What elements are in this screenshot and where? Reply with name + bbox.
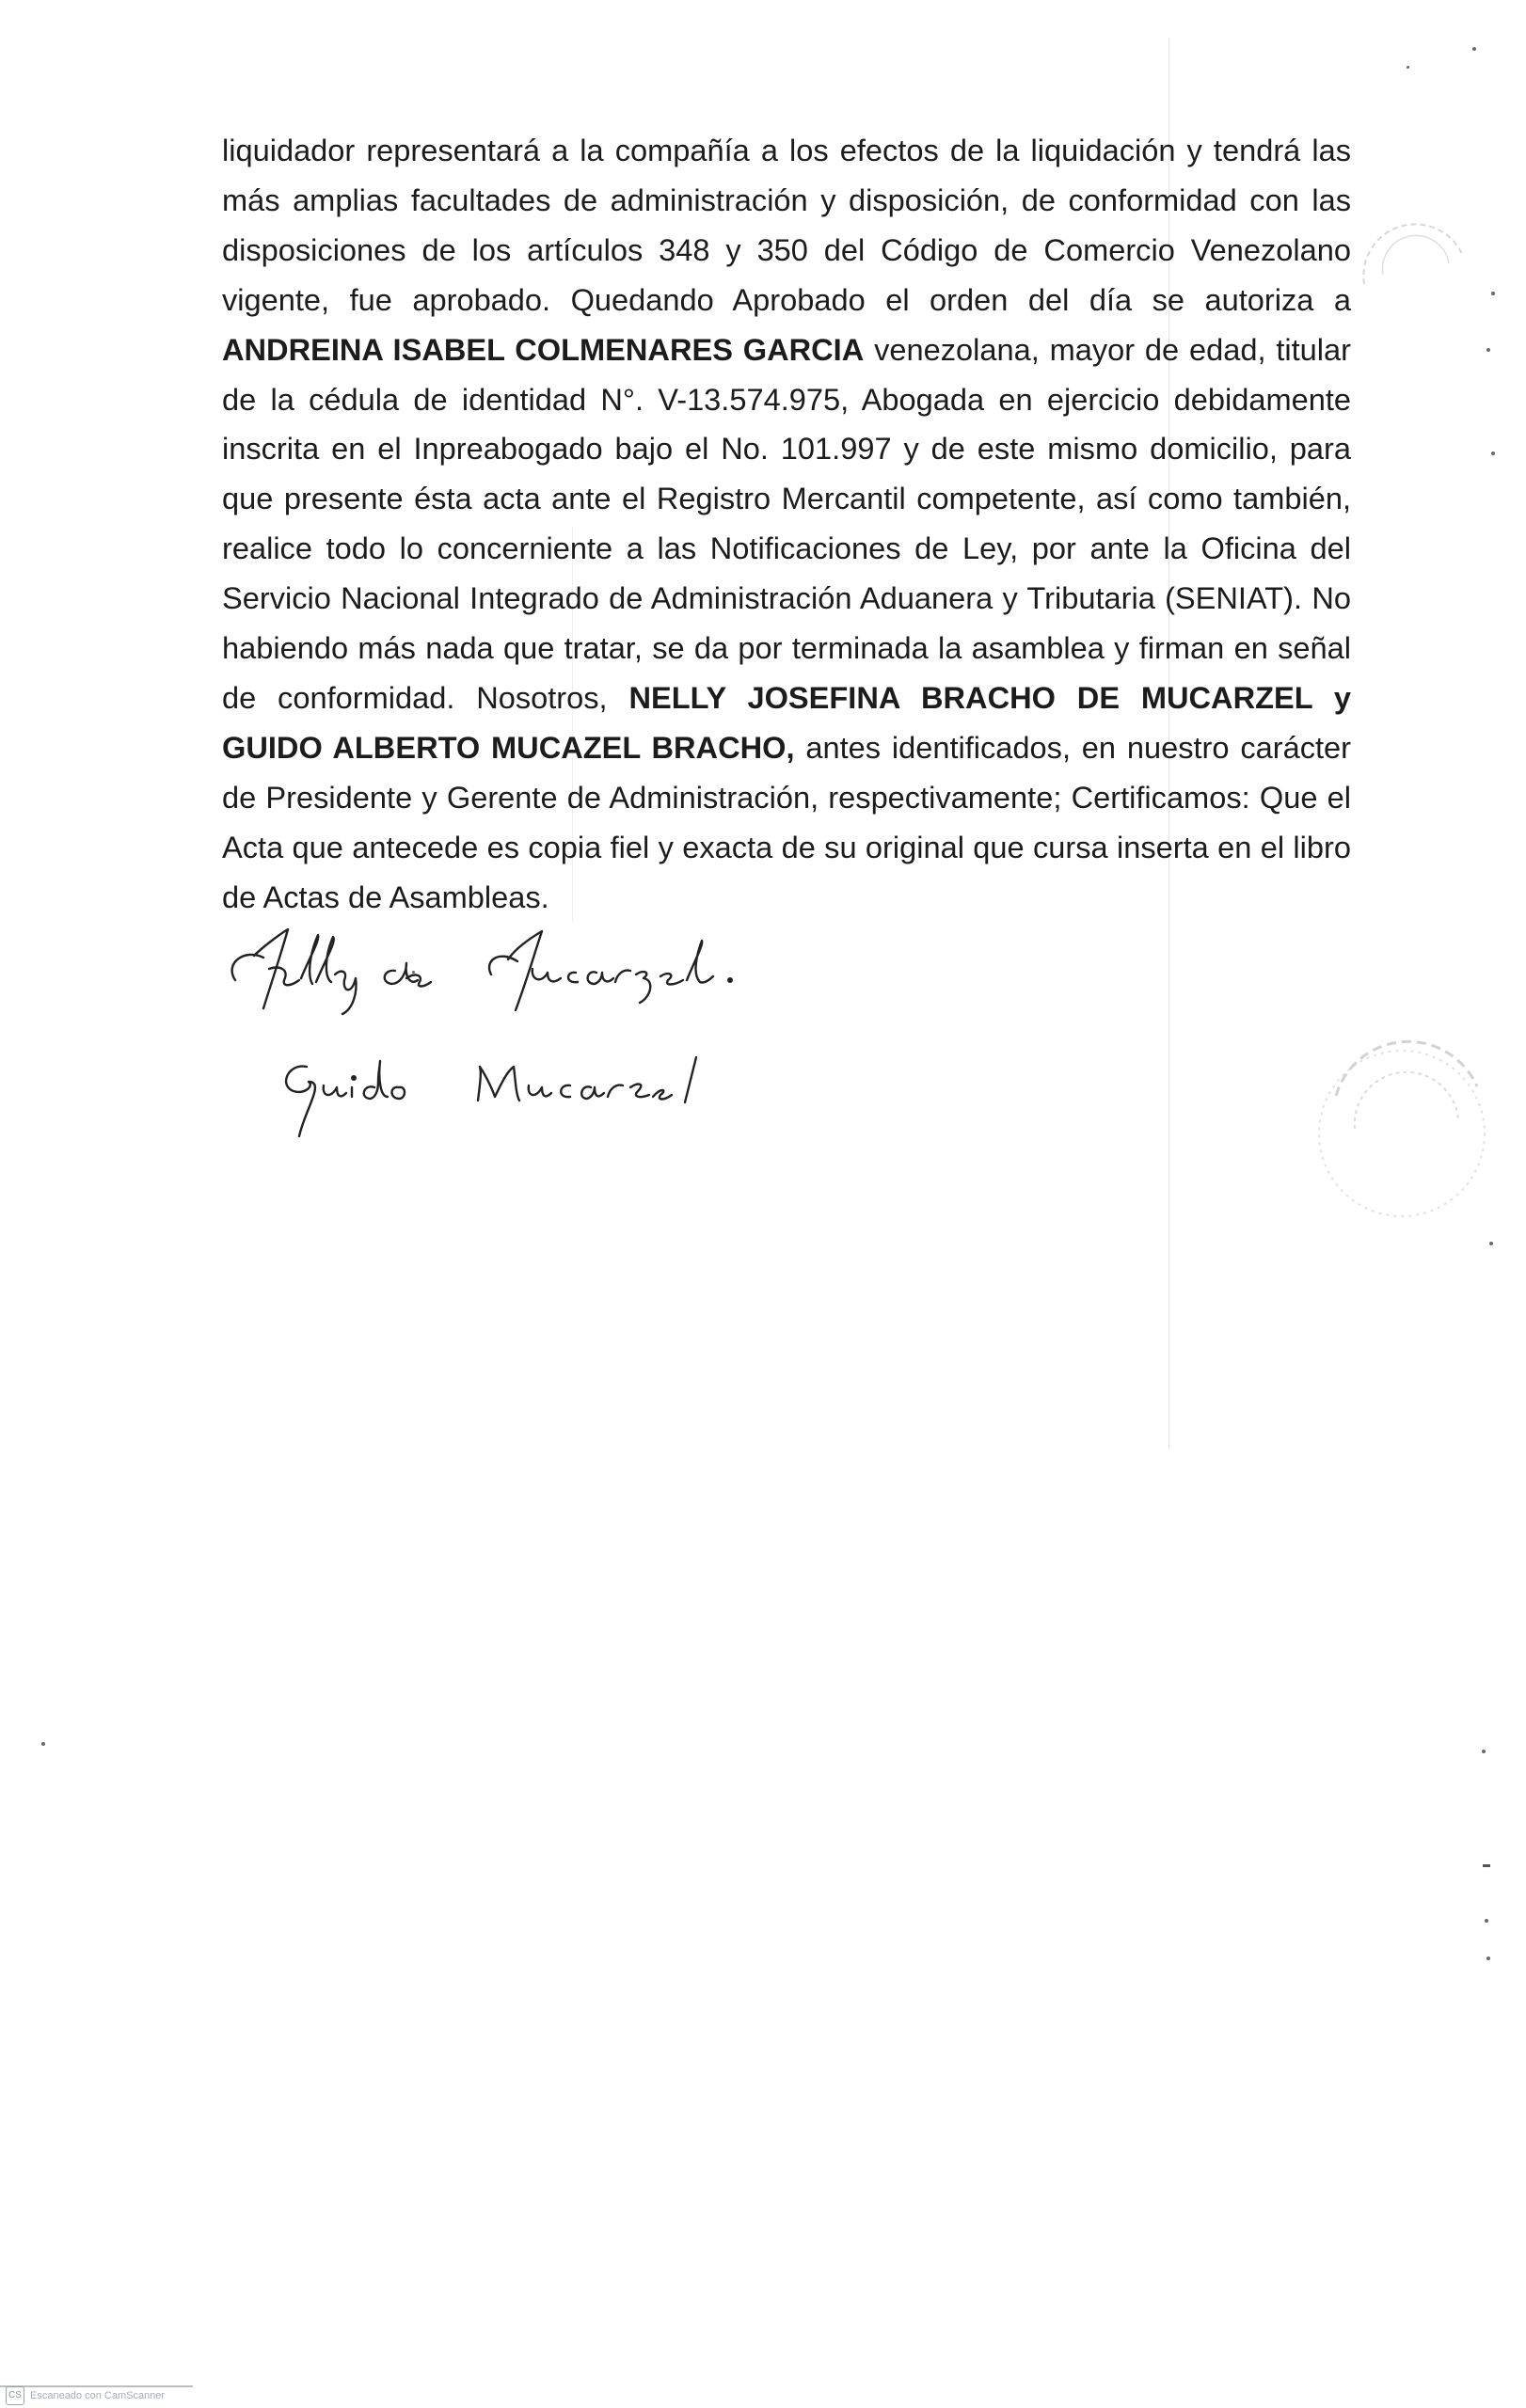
signer-name-guido: GUIDO ALBERTO MUCAZEL BRACHO,	[222, 729, 795, 765]
authorized-person-name: ANDREINA ISABEL COLMENARES GARCIA	[222, 331, 865, 367]
text-segment: venezolana, mayor de edad, titular de la cédula de identidad N°. V-13.574.975, Abogada en ejercicio debidamente inscrita en el Inpreabogado bajo el No. 101.997 y de este mismo domicilio, para que presente ésta acta ante el Registro Mercantil competente, así como también, realice todo lo concerniente a las Notificaciones de Ley, por ante la Oficina del Servicio Nacional Integrado de Administración Aduanera y Tributaria (SENIAT). No habiendo más nada que tratar, se da por terminada la asamblea y firman en señal de conformidad. Nosotros,	[222, 331, 1351, 715]
camscanner-logo-icon: CS	[6, 2386, 24, 2405]
camscanner-watermark	[6, 2386, 165, 2405]
scan-speck	[1489, 1242, 1493, 1245]
signature-nelly	[222, 922, 787, 1025]
scan-speck	[1485, 1919, 1488, 1923]
conjunction: y	[1312, 679, 1351, 715]
text-segment: antes identificados, en nuestro carácter de Presidente y Gerente de Administración, respectivamente; Certificamos: Que el Acta que antecede es copia fiel y exacta de su original que cursa inserta en el libro de Actas de Asambleas.	[222, 729, 1351, 914]
text-segment: liquidador representará a la compañía a los efectos de la liquidación y tendrá las más amplias facultades de administración y disposición, de conformidad con las disposiciones de los artículos 348 y 350 del Código de Comercio Venezolano vigente, fue aprobado. Quedando Aprobado el orden del día se autoriza a	[222, 133, 1351, 317]
signature-guido	[273, 1044, 743, 1148]
body-paragraph	[222, 126, 1351, 923]
faint-stamp-seal	[1280, 1039, 1515, 1228]
scan-speck	[1491, 452, 1495, 455]
scan-speck	[1486, 1956, 1490, 1960]
scan-speck	[1407, 66, 1409, 69]
document-body	[222, 126, 1351, 923]
scan-speck	[1482, 1750, 1486, 1753]
camscanner-text: Escaneado con CamScanner	[30, 2390, 166, 2401]
faint-stamp-top	[1355, 218, 1468, 331]
scan-speck	[1486, 348, 1490, 352]
scan-speck	[1472, 47, 1476, 51]
scan-speck	[41, 1742, 45, 1746]
signer-name-nelly: NELLY JOSEFINA BRACHO DE MUCARZEL	[628, 679, 1313, 715]
scan-speck	[1491, 292, 1495, 295]
scan-speck	[1483, 1864, 1490, 1867]
